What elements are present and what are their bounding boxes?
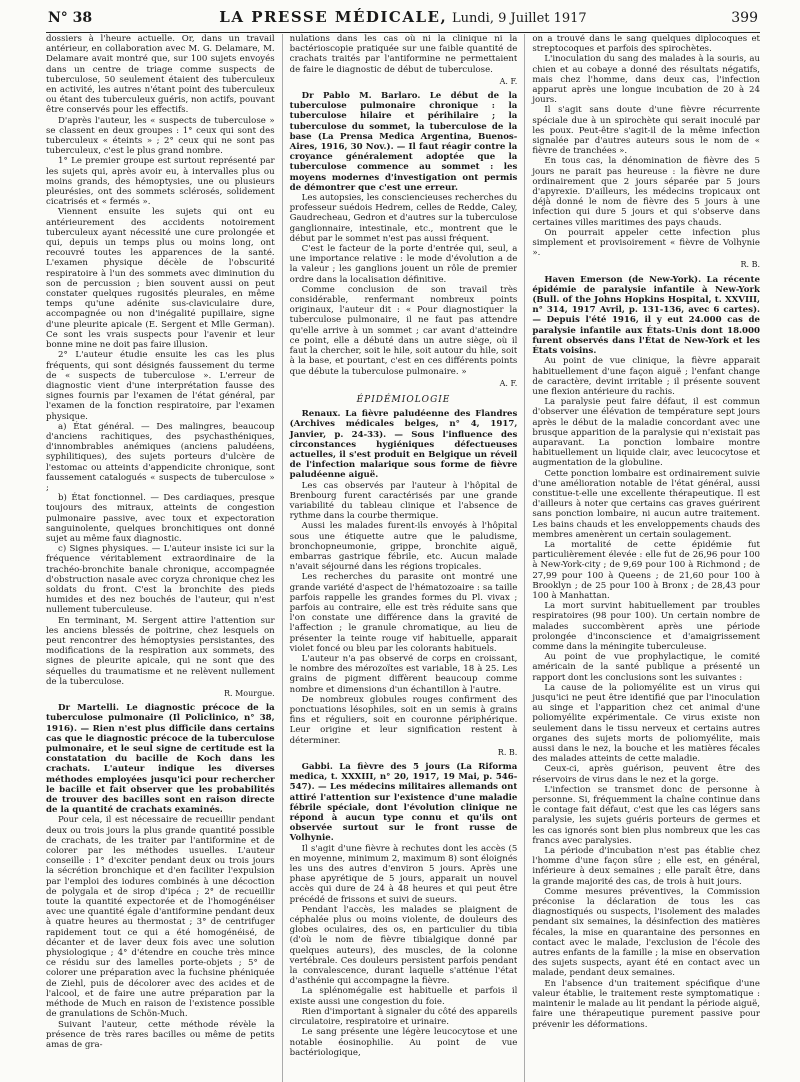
paragraph: La paralysie peut faire défaut, il est commun d'observer une élévation de température sept jours après le début de la maladie concordant avec une brusque apparition de la paralysie qui n'existait pas auparavant. La ponction lombaire montre habituellement un liquide clair, avec leucocytose et augmentation de la globuline. xyxy=(532,397,760,469)
paragraph: Cette ponction lombaire est ordinairement suivie d'une amélioration notable de l'état général, aussi constitue-t-elle une excellente thérapeutique. Il est d'ailleurs à noter que certains cas graves guérirent sans ponction lombaire, ni aucun autre traitement. Les bains chauds et les enveloppements chauds des membres amenèrent un certain soulagement. xyxy=(532,468,760,540)
paragraph: Les autopsies, les consciencieuses recherches du professeur suédois Hedrem, celles de Redde, Caley, Gaudrecheau, Gedron et d'autres sur la tuberculose ganglionnaire, intestinale, etc., montrent que le début par le sommet n'est pas aussi fréquent. xyxy=(289,193,518,244)
section-heading: ÉPIDÉMIOLOGIE xyxy=(356,394,451,405)
masthead xyxy=(46,8,760,26)
page-header xyxy=(46,8,760,33)
page-number: 399 xyxy=(731,10,758,26)
paragraph: Ceux-ci, après guérison, peuvent être des réservoirs de virus dans le nez et la gorge. xyxy=(532,764,760,785)
paragraph: Comme mesures préventives, la Commission préconise la déclaration de tous les cas diagnostiqués ou suspects, l'isolement des malades pendant six semaines, la désinfection des matières fécales, la mise en quarantaine des personnes en contact avec le malade, l'exclusion de l'école des autres enfants de la famille ; la mise en observation des sujets suspects, ayant été en contact avec un malade, pendant deux semaines. xyxy=(532,886,760,979)
author-signature: R. Mourgue. xyxy=(224,689,275,698)
paragraph: L'auteur n'a pas observé de corps en croissant, le nombre des mérozoïtes est variable, 18 à 25. Les grains de pigment diffèrent beaucoup comme nombre et dimensions d'un échantillon à l'autre. xyxy=(289,653,518,695)
column-1 xyxy=(46,34,275,1082)
author-signature: R. B. xyxy=(740,260,760,270)
review-entry: Gabbi. La fièvre des 5 jours (La Riforma medica, t. XXXIII, n° 20, 1917, 19 Mai, p. 546-547). — Les médecins militaires allemands ont attiré l'attention sur l'existence d'une maladie fébrile spéciale, dont l'évolution clinique ne répond à aucun type connu et qu'ils ont observée surtout sur le front russe de Volhynie. xyxy=(289,762,518,844)
paragraph: 1° Le premier groupe est surtout représenté par les sujets qui, après avoir eu, à intervalles plus ou moins grands, des hémoptysies, une ou plusieurs pleurésies, ont des sommets sclérosés, solidement cicatrisés et « fermés ». xyxy=(46,156,275,208)
paragraph: Comme conclusion de son travail très considérable, renfermant nombreux points originaux, l'auteur dit : « Pour diagnostiquer la tuberculose pulmonaire, il ne faut pas attendre qu'elle arrive à un sommet ; car avant d'atteindre ce point, elle a débuté dans un autre siège, où il faut la chercher, soit le hile, soit autour du hile, soit à la base, et pourtant, c'est en ces différents points que débute la tuberculose pulmonaire. » xyxy=(289,284,518,377)
text-columns xyxy=(46,34,760,1082)
paragraph: Il s'agit sans doute d'une fièvre récurrente spéciale due à un spirochète qui serait inoculé par les poux. Peut-être s'agit-il de la même infection signalée par d'autres auteurs sous le nom de « fièvre de tranchées ». xyxy=(532,105,760,157)
paragraph: Le sang présente une légère leucocytose et une notable éosinophilie. Au point de vue bactériologique, xyxy=(289,1027,518,1058)
paragraph: La mortalité de cette épidémie fut particulièrement élevée : elle fut de 26,96 pour 100 à New-York-city ; de 9,69 pour 100 à Richmond ; de 27,99 pour 100 à Queens ; de 21,60 pour 100 à Brooklyn ; de 25 pour 100 à Bronx ; de 28,43 pour 100 à Manhattan. xyxy=(532,539,760,601)
paragraph: b) État fonctionnel. — Des cardiaques, presque toujours des mitraux, atteints de congestion pulmonaire passive, avec toux et expectoration sanguinolente, quelques bronchitiques ont donné sujet au même faux diagnostic. xyxy=(46,493,275,544)
paragraph: dossiers à l'heure actuelle. Or, dans un travail antérieur, en collaboration avec M. G. Delamare, M. Delamare avait montré que, sur 100 sujets envoyés dans un centre de triage comme suspects de tuberculose, 50 seulement étaient des tuberculeux en activité, les autres n'étant point des tuberculeux ou étant des tuberculeux guéris, non actifs, pouvant être conservés pour les effectifs. xyxy=(46,34,275,116)
paragraph: L'inoculation du sang des malades à la souris, au chien et au cobaye a donné des résultats négatifs, mais chez l'homme, dans deux cas, l'infection apparut après une longue incubation de 20 à 24 jours. xyxy=(532,54,760,106)
paragraph: Aussi les malades furent-ils envoyés à l'hôpital sous une étiquette autre que le paludisme, bronchopneumonie, grippe, bronchite aiguë, embarras gastrique fébrile, etc. Aucun malade n'avait séjourné dans les régions tropicales. xyxy=(289,521,518,573)
paragraph: La mort survint habituellement par troubles respiratoires (98 pour 100). Un certain nombre de malades succombèrent après une période prolongée d'inconscience et d'amaigrissement comme dans la méningite tuberculeuse. xyxy=(532,601,760,652)
paragraph: Pour cela, il est nécessaire de recueillir pendant deux ou trois jours la plus grande quantité possible de crachats, de les traiter par l'antiformine et de colorer par les méthodes usuelles. L'auteur conseille : 1° d'exciter pendant deux ou trois jours la sécrétion bronchique et d'en faciliter l'expulsion par l'emploi des iodures combinés à une décoction de polygala et de sirop d'ipéca ; 2° de recueillir toute la quantité expectorée et de l'homogénéiser avec une quantité égale d'antiformine pendant deux à quatre heures au thermostat ; 3° de centrifuger rapidement tout ce qui a été homogénéisé, de décanter et de laver deux fois avec une solution physiologique ; 4° d'étendre en couche très mince ce résidu sur des lamelles porte-objets ; 5° de colorer une préparation avec la fuchsine phéniquée de Ziehl, puis de décolorer avec des acides et de l'alcool, et de faire une autre préparation par la méthode de Much en raison de l'existence possible de granulations de Schön-Much. xyxy=(46,815,275,1020)
paragraph: C'est le facteur de la porte d'entrée qui, seul, a une importance relative : le mode d'évolution a de la valeur ; les ganglions jouent un rôle de premier ordre dans la localisation définitive. xyxy=(289,244,518,285)
paragraph: Les recherches du parasite ont montré une grande variété d'aspect de l'hématozoaire : sa taille parfois rappelle les grandes formes du Pl. vivax ; parfois au contraire, elle est très réduite sans que l'on constate une différence dans la gravité de l'affection ; le granule chromatique, au lieu de présenter la teinte rouge vif habituelle, apparait violet foncé ou bleu par les colorants habituels. xyxy=(289,572,518,654)
paragraph: Les cas observés par l'auteur à l'hôpital de Brenbourg furent caractérisés par une grande variabilité du tableau clinique et l'absence de rythme dans la courbe thermique. xyxy=(289,480,518,522)
paragraph: nulations dans les cas où ni la clinique ni la bactérioscopie pratiquée sur une faible quantité de crachats traités par l'antiformine ne permettaient de faire le diagnostic de début de tuberculose. xyxy=(289,34,518,75)
review-entry: Dr Pablo M. Barlaro. Le début de la tuberculose pulmonaire chronique : la tuberculose hilaire et périhilaire ; la tuberculose du sommet, la tuberculose de la base (La Prensa Medica Argentina, Buenos-Aires, 1916, 30 Nov.). — Il faut réagir contre la croyance généralement adoptée que la tuberculose commence au sommet : les moyens modernes d'investigation ont permis de démontrer que c'est une erreur. xyxy=(289,91,518,193)
paragraph: En terminant, M. Sergent attire l'attention sur les anciens blessés de poitrine, chez lesquels on peut rencontrer des hémoptysies persistantes, des modifications de la respiration aux sommets, des signes de pleurite apicale, qui ne sont que des séquelles du traumatisme et ne relèvent nullement de la tuberculose. xyxy=(46,615,275,687)
paragraph: Pendant l'accès, les malades se plaignent de céphalée plus ou moins violente, de douleurs des globes oculaires, des os, en particulier du tibia (d'où le nom de fièvre tibialgique donné par quelques auteurs), des muscles, de la colonne vertébrale. Ces douleurs persistent parfois pendant la convalescence, durant laquelle s'atténue l'état d'asthénie qui accompagne la fièvre. xyxy=(289,904,518,987)
paragraph: 2° L'auteur étudie ensuite les cas les plus fréquents, qui sont désignés faussement du terme de « suspects de tuberculose ». L'erreur de diagnostic vient d'une interprétation fausse des signes fournis par l'examen de l'état général, par l'examen de la fonction respiratoire, par l'examen physique. xyxy=(46,350,275,422)
issue-date: Lundi, 9 Juillet 1917 xyxy=(451,11,587,26)
paragraph: Au point de vue clinique, la fièvre apparait habituellement d'une façon aiguë ; l'enfant change de caractère, devint irritable ; il présente souvent une flexion antérieure du rachis. xyxy=(532,356,760,397)
paragraph: c) Signes physiques. — L'auteur insiste ici sur la fréquence véritablement extraordinaire de la trachéo-bronchite banale chronique, accompagnée d'obstruction nasale avec coryza chronique chez les soldats du front. C'est la bronchite des pieds humides et des nez bouchés de l'auteur, qui n'est nullement tuberculeuse. xyxy=(46,544,275,616)
review-entry: Renaux. La fièvre paludéenne des Flandres (Archives médicales belges, n° 4, 1917, Janvier, p. 24-33). — Sous l'influence des circonstances hygiéniques défectueuses actuelles, il s'est produit en Belgique un réveil de l'infection malarique sous forme de fièvre paludéenne aiguë. xyxy=(289,409,518,481)
review-entry: Haven Emerson (de New-York). La récente épidémie de paralysie infantile à New-York (Bull. of the Johns Hopkins Hospital, t. XXVIII, n° 314, 1917 Avril, p. 131-136, avec 6 cartes). — Depuis l'été 1916, il y eut 24.000 cas de paralysie infantile aux États-Unis dont 18.000 furent observés dans l'État de New-York et les États voisins. xyxy=(532,274,760,357)
author-signature: R. B. xyxy=(497,747,518,757)
paragraph: Il s'agit d'une fièvre à rechutes dont les accès (5 en moyenne, minimum 2, maximum 8) sont éloignés les uns des autres d'environ 5 jours. Après une phase apyrétique de 5 jours, apparait un nouvel accès qui dure de 24 à 48 heures et qui peut être précédé de frissons et suivi de sueurs. xyxy=(289,843,518,905)
paragraph: En l'absence d'un traitement spécifique d'une valeur établie, le traitement reste symptomatique : maintenir le malade au lit pendant la période aiguë, faire une thérapeutique purement passive pour prévenir les déformations. xyxy=(532,978,760,1030)
issue-number: N° 38 xyxy=(48,10,93,26)
paragraph: D'après l'auteur, les « suspects de tuberculose » se classent en deux groupes : 1° ceux qui sont des tuberculeux « éteints » ; 2° ceux qui ne sont pas tuberculeux, c'est le plus grand nombre. xyxy=(46,115,275,157)
paragraph: La splénomégalie est habituelle et parfois il existe aussi une congestion du foie. xyxy=(289,986,518,1007)
paragraph: L'infection se transmet donc de personne à personne. Si, fréquemment la chaîne continue dans le contage fait défaut, c'est que les cas légers sans paralysie, les sujets guéris porteurs de germes et les cas ignorés sont bien plus nombreux que les cas francs avec paralysies. xyxy=(532,784,760,846)
review-entry: Dr Martelli. Le diagnostic précoce de la tuberculose pulmonaire (Il Policlinico, n° 38, 1916). — Rien n'est plus difficile dans certains cas que le diagnostic précoce de la tuberculose pulmonaire, et le seul signe de certitude est la constatation du bacille de Koch dans les crachats. L'auteur indique les diverses méthodes employées jusqu'ici pour rechercher le bacille et fait observer que les probabilités de trouver des bacilles sont en raison directe de la quantité de crachats examinés. xyxy=(46,703,275,816)
author-signature: A. F. xyxy=(499,76,518,86)
paragraph: Viennent ensuite les sujets qui ont eu antérieurement des accidents notoirement tuberculeux ayant nécessité une cure prolongée et qui, depuis un temps plus ou moins long, ont recouvré toutes les apparences de la santé. L'examen physique décèle de l'obscurité respiratoire à l'un des sommets avec diminution du son de percussion ; bien souvent aussi on peut constater quelques rugosités pleurales, en même temps qu'une adénite sus-claviculaire dure, accompagnée ou non d'inégalité pupillaire, signe d'une pleurite apicale (E. Sergent et Mlle German). Ce sont les vrais suspects pour l'avenir et leur bonne mine ne doit pas faire illusion. xyxy=(46,207,275,351)
column-3 xyxy=(524,34,760,1082)
journal-title: LA PRESSE MÉDICALE, xyxy=(219,8,448,26)
column-2 xyxy=(282,34,518,1082)
paragraph: En tous cas, la dénomination de fièvre des 5 jours ne parait pas heureuse : la fièvre ne dure ordinairement que 2 jours séparée par 5 jours d'apyrexie. D'ailleurs, les médecins tropicaux ont déjà donné le nom de fièvre des 5 jours à une infection qui dure 5 jours et qui s'observe dans certaines villes maritimes des pays chauds. xyxy=(532,156,760,228)
paragraph: Rien d'important à signaler du côté des appareils circulatoire, respiratoire et urinaire. xyxy=(289,1006,518,1028)
paragraph: on a trouvé dans le sang quelques diplocoques et streptocoques et parfois des spirochètes. xyxy=(532,34,760,55)
paragraph: La cause de la poliomyélite est un virus qui jusqu'ici ne peut être identifié que par l'inoculation au singe et l'apparition chez cet animal d'une poliomyélite expérimentale. Ce virus existe non seulement dans le tissu nerveux et certains autres organes des sujets morts de poliomyélite, mais aussi dans le nez, la bouche et les matières fécales des malades atteints de cette maladie. xyxy=(532,682,760,765)
author-signature: A. F. xyxy=(499,378,518,388)
paragraph: La période d'incubation n'est pas établie chez l'homme d'une façon sûre ; elle est, en général, inférieure à deux semaines ; elle paraît être, dans la grande majorité des cas, de trois à huit jours. xyxy=(532,846,760,887)
paragraph: a) État général. — Des malingres, beaucoup d'anciens rachitiques, des psychasthéniques, d'innombrables anémiques (anciens paludéens, syphilitiques), des sujets porteurs d'ulcère de l'estomac ou atteints d'appendicite chronique, sont faussement catalogués « suspects de tuberculose » ; xyxy=(46,421,275,493)
paragraph: On pourrait appeler cette infection plus simplement et provisoirement « fièvre de Volhynie ». xyxy=(532,227,760,259)
paragraph: Au point de vue prophylactique, le comité américain de la santé publique a présenté un rapport dont les conclusions sont les suivantes : xyxy=(532,652,760,683)
paragraph: Suivant l'auteur, cette méthode révèle la présence de très rares bacilles ou même de petits amas de gra- xyxy=(46,1019,275,1050)
paragraph: De nombreux globules rouges confirment des ponctuations lésophiles, soit en un semis à grains fins et réguliers, soit en couronne périphérique. Leur origine et leur signification restent à déterminer. xyxy=(289,694,518,746)
